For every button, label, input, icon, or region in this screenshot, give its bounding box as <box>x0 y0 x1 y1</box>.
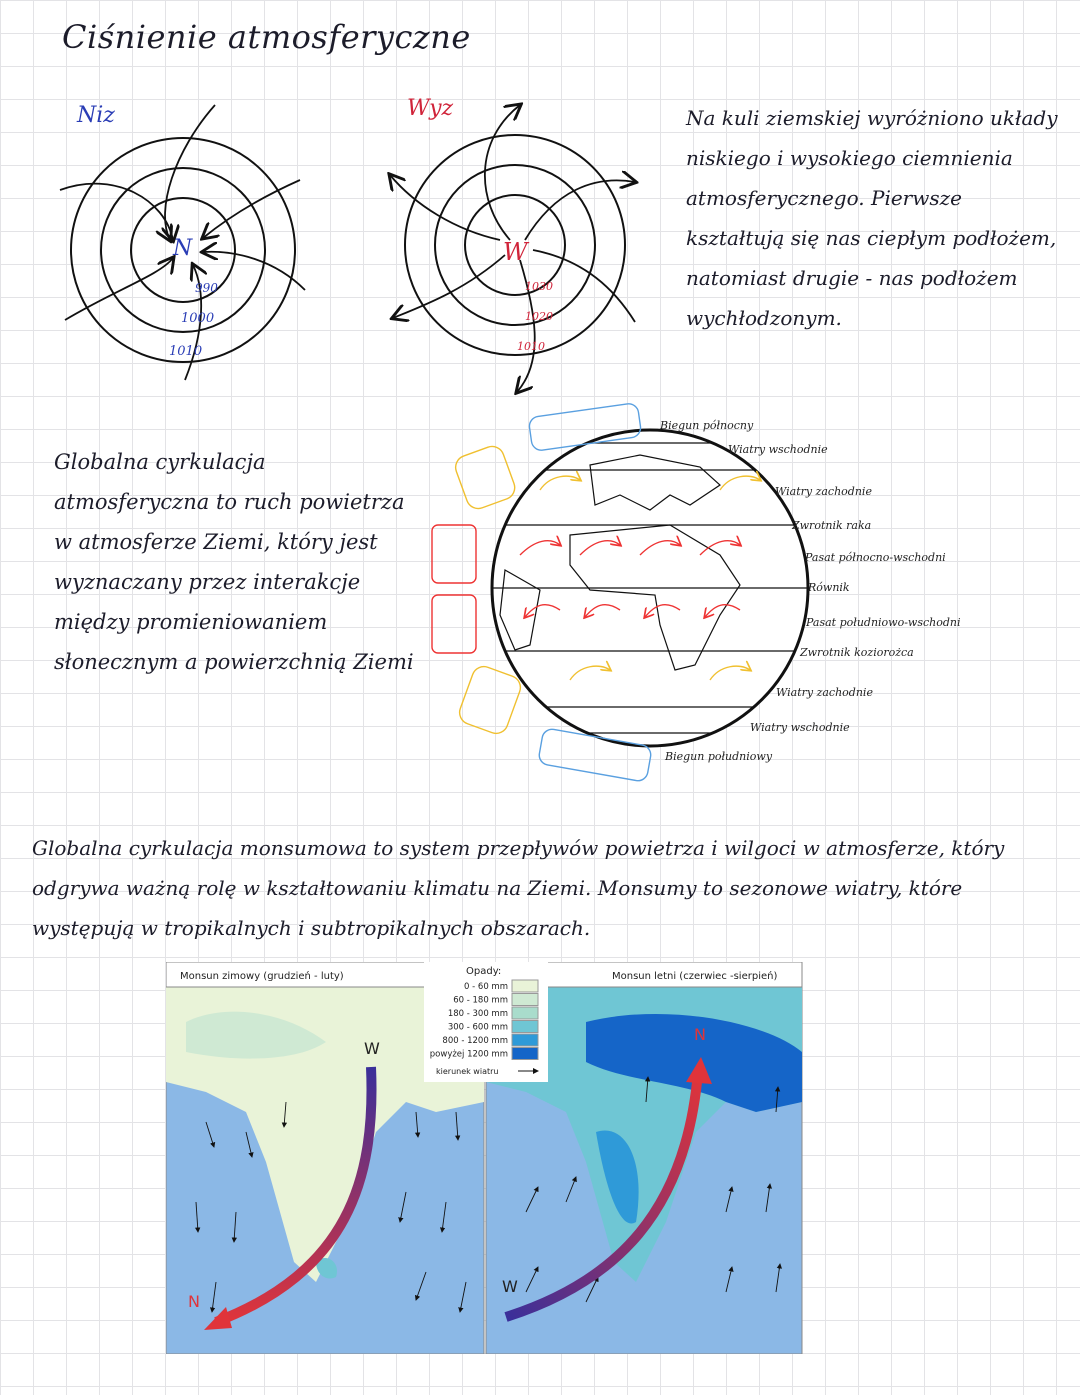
winter-end-label: N <box>188 1292 200 1311</box>
isobar-label: 1010 <box>517 340 545 353</box>
low-label: Niz <box>77 103 115 128</box>
high-pressure-system <box>390 96 635 392</box>
globe-label: Równik <box>808 581 850 594</box>
low-pressure-system <box>60 103 305 380</box>
page-title: Ciśnienie atmosferyczne <box>62 18 471 56</box>
pressure-systems-diagram <box>55 90 655 400</box>
legend-item-label: 180 - 300 mm <box>447 1009 508 1019</box>
globe-label: Wiatry wschodnie <box>728 443 828 456</box>
globe-label: Biegun południowy <box>665 750 773 763</box>
global-circulation-diagram <box>420 395 980 795</box>
legend-item-label: 60 - 180 mm <box>453 995 508 1006</box>
legend-item-label: powyżej 1200 mm <box>429 1049 508 1060</box>
winter-title: Monsun zimowy (grudzień - luty) <box>180 971 344 982</box>
isobar-label: 1020 <box>525 310 553 323</box>
winter-start-label: W <box>364 1039 380 1058</box>
isobar-label: 1010 <box>169 344 203 359</box>
low-center-label: N <box>173 236 193 261</box>
legend-swatch <box>512 1021 538 1033</box>
legend-item-label: 800 - 1200 mm <box>442 1036 508 1046</box>
globe-label: Wiatry wschodnie <box>750 721 850 734</box>
globe-label: Zwrotnik raka <box>792 519 872 532</box>
legend-swatch <box>512 1007 538 1019</box>
isobar-label: 1030 <box>525 280 553 293</box>
legend-item-label: 0 - 60 mm <box>464 982 508 992</box>
monsoon-map <box>166 962 806 1354</box>
legend-swatch <box>512 994 538 1006</box>
legend-title: Opady: <box>466 966 502 977</box>
legend-wind-label: kierunek wiatru <box>436 1067 499 1076</box>
globe-label: Wiatry zachodnie <box>775 485 872 498</box>
legend-item-label: 300 - 600 mm <box>447 1022 508 1033</box>
globe-label: Pasat północno-wschodni <box>805 551 946 564</box>
legend-swatch <box>512 980 538 992</box>
globe-label: Pasat południowo-wschodni <box>806 616 961 629</box>
high-center-label: W <box>503 238 528 266</box>
high-label: Wyz <box>407 96 454 121</box>
legend-swatch <box>512 1048 538 1060</box>
pressure-paragraph: Na kuli ziemskiej wyróżniono układy niskiego i wysokiego ciemnienia atmosferycznego. Pierwsze kształtują się nas ciepłym podłożem, natomiast drugie - nas podłożem wychłodzonym. <box>686 106 1058 330</box>
globe-label: Zwrotnik koziorożca <box>800 646 914 659</box>
precipitation-legend <box>424 962 548 1082</box>
summer-end-label: N <box>694 1025 706 1044</box>
global-circulation-paragraph: Globalna cyrkulacja atmosferyczna to ruch powietrza w atmosferze Ziemi, który jest wyznaczany przez interakcje między promieniowaniem słonecznym a powierzchnią Ziemi <box>54 450 414 674</box>
globe-label: Biegun północny <box>660 419 754 432</box>
isobar-label: 1000 <box>181 311 215 326</box>
summer-title: Monsun letni (czerwiec -sierpień) <box>612 971 778 982</box>
isobar-label: 990 <box>195 281 218 295</box>
summer-start-label: W <box>502 1277 518 1296</box>
monsoon-paragraph: Globalna cyrkulacja monsumowa to system przepływów powietrza i wilgoci w atmosferze, który odgrywa ważną rolę w kształtowaniu klimatu na Ziemi. Monsumy to sezonowe wiatry, które występują w tropikalnych i subtropikalnych obszarach. <box>32 836 1005 940</box>
globe-label: Wiatry zachodnie <box>776 686 873 699</box>
legend-swatch <box>512 1034 538 1046</box>
